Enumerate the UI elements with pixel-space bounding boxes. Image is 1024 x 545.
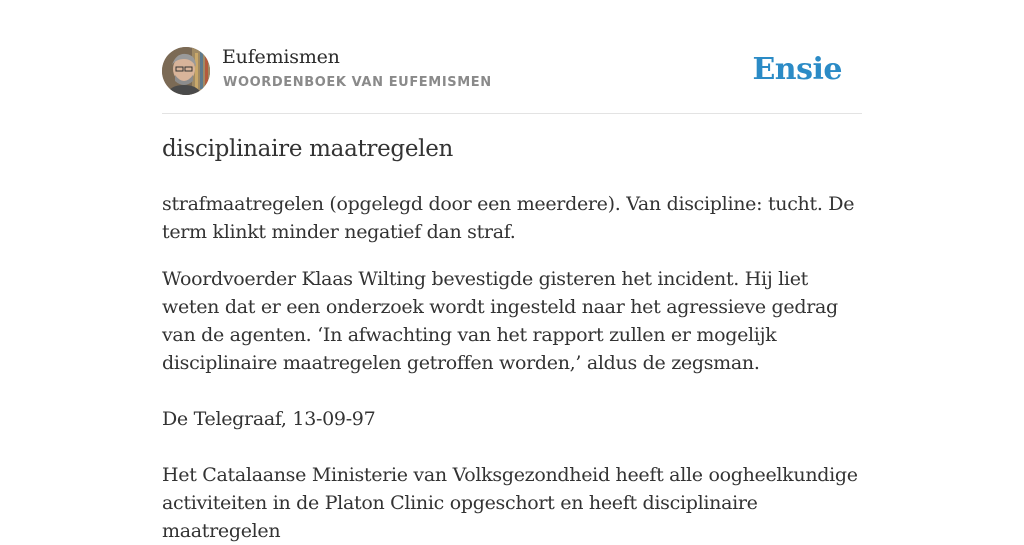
page-container	[162, 0, 862, 542]
author-name[interactable]: Eufemismen	[222, 46, 340, 68]
entry-example-1: Woordvoerder Klaas Wilting bevestigde gisteren het incident. Hij liet weten dat er een onderzoek wordt ingesteld naar het agressieve gedrag van de agenten. ‘In afwachting van het rapport zullen er mogelijk disciplinaire maatregelen getroffen worden,’ aldus de zegsman.	[162, 268, 838, 374]
entry-title: disciplinaire maatregelen	[162, 136, 454, 162]
ensie-logo[interactable]: Ensie	[752, 52, 842, 87]
avatar-portrait-icon	[162, 47, 210, 95]
entry-definition: strafmaatregelen (opgelegd door een meerdere). Van discipline: tucht. De term klinkt minder negatief dan straf.	[162, 193, 855, 243]
author-avatar[interactable]	[162, 47, 210, 95]
entry-source-1: De Telegraaf, 13-09-97	[162, 408, 376, 430]
author-subtitle[interactable]: WOORDENBOEK VAN EUFEMISMEN	[223, 75, 492, 90]
entry-header	[162, 0, 862, 114]
entry-example-2: Het Catalaanse Ministerie van Volksgezondheid heeft alle oogheelkundige activiteiten in de Platon Clinic opgeschort en heeft disciplinaire maatregelen	[162, 464, 858, 542]
